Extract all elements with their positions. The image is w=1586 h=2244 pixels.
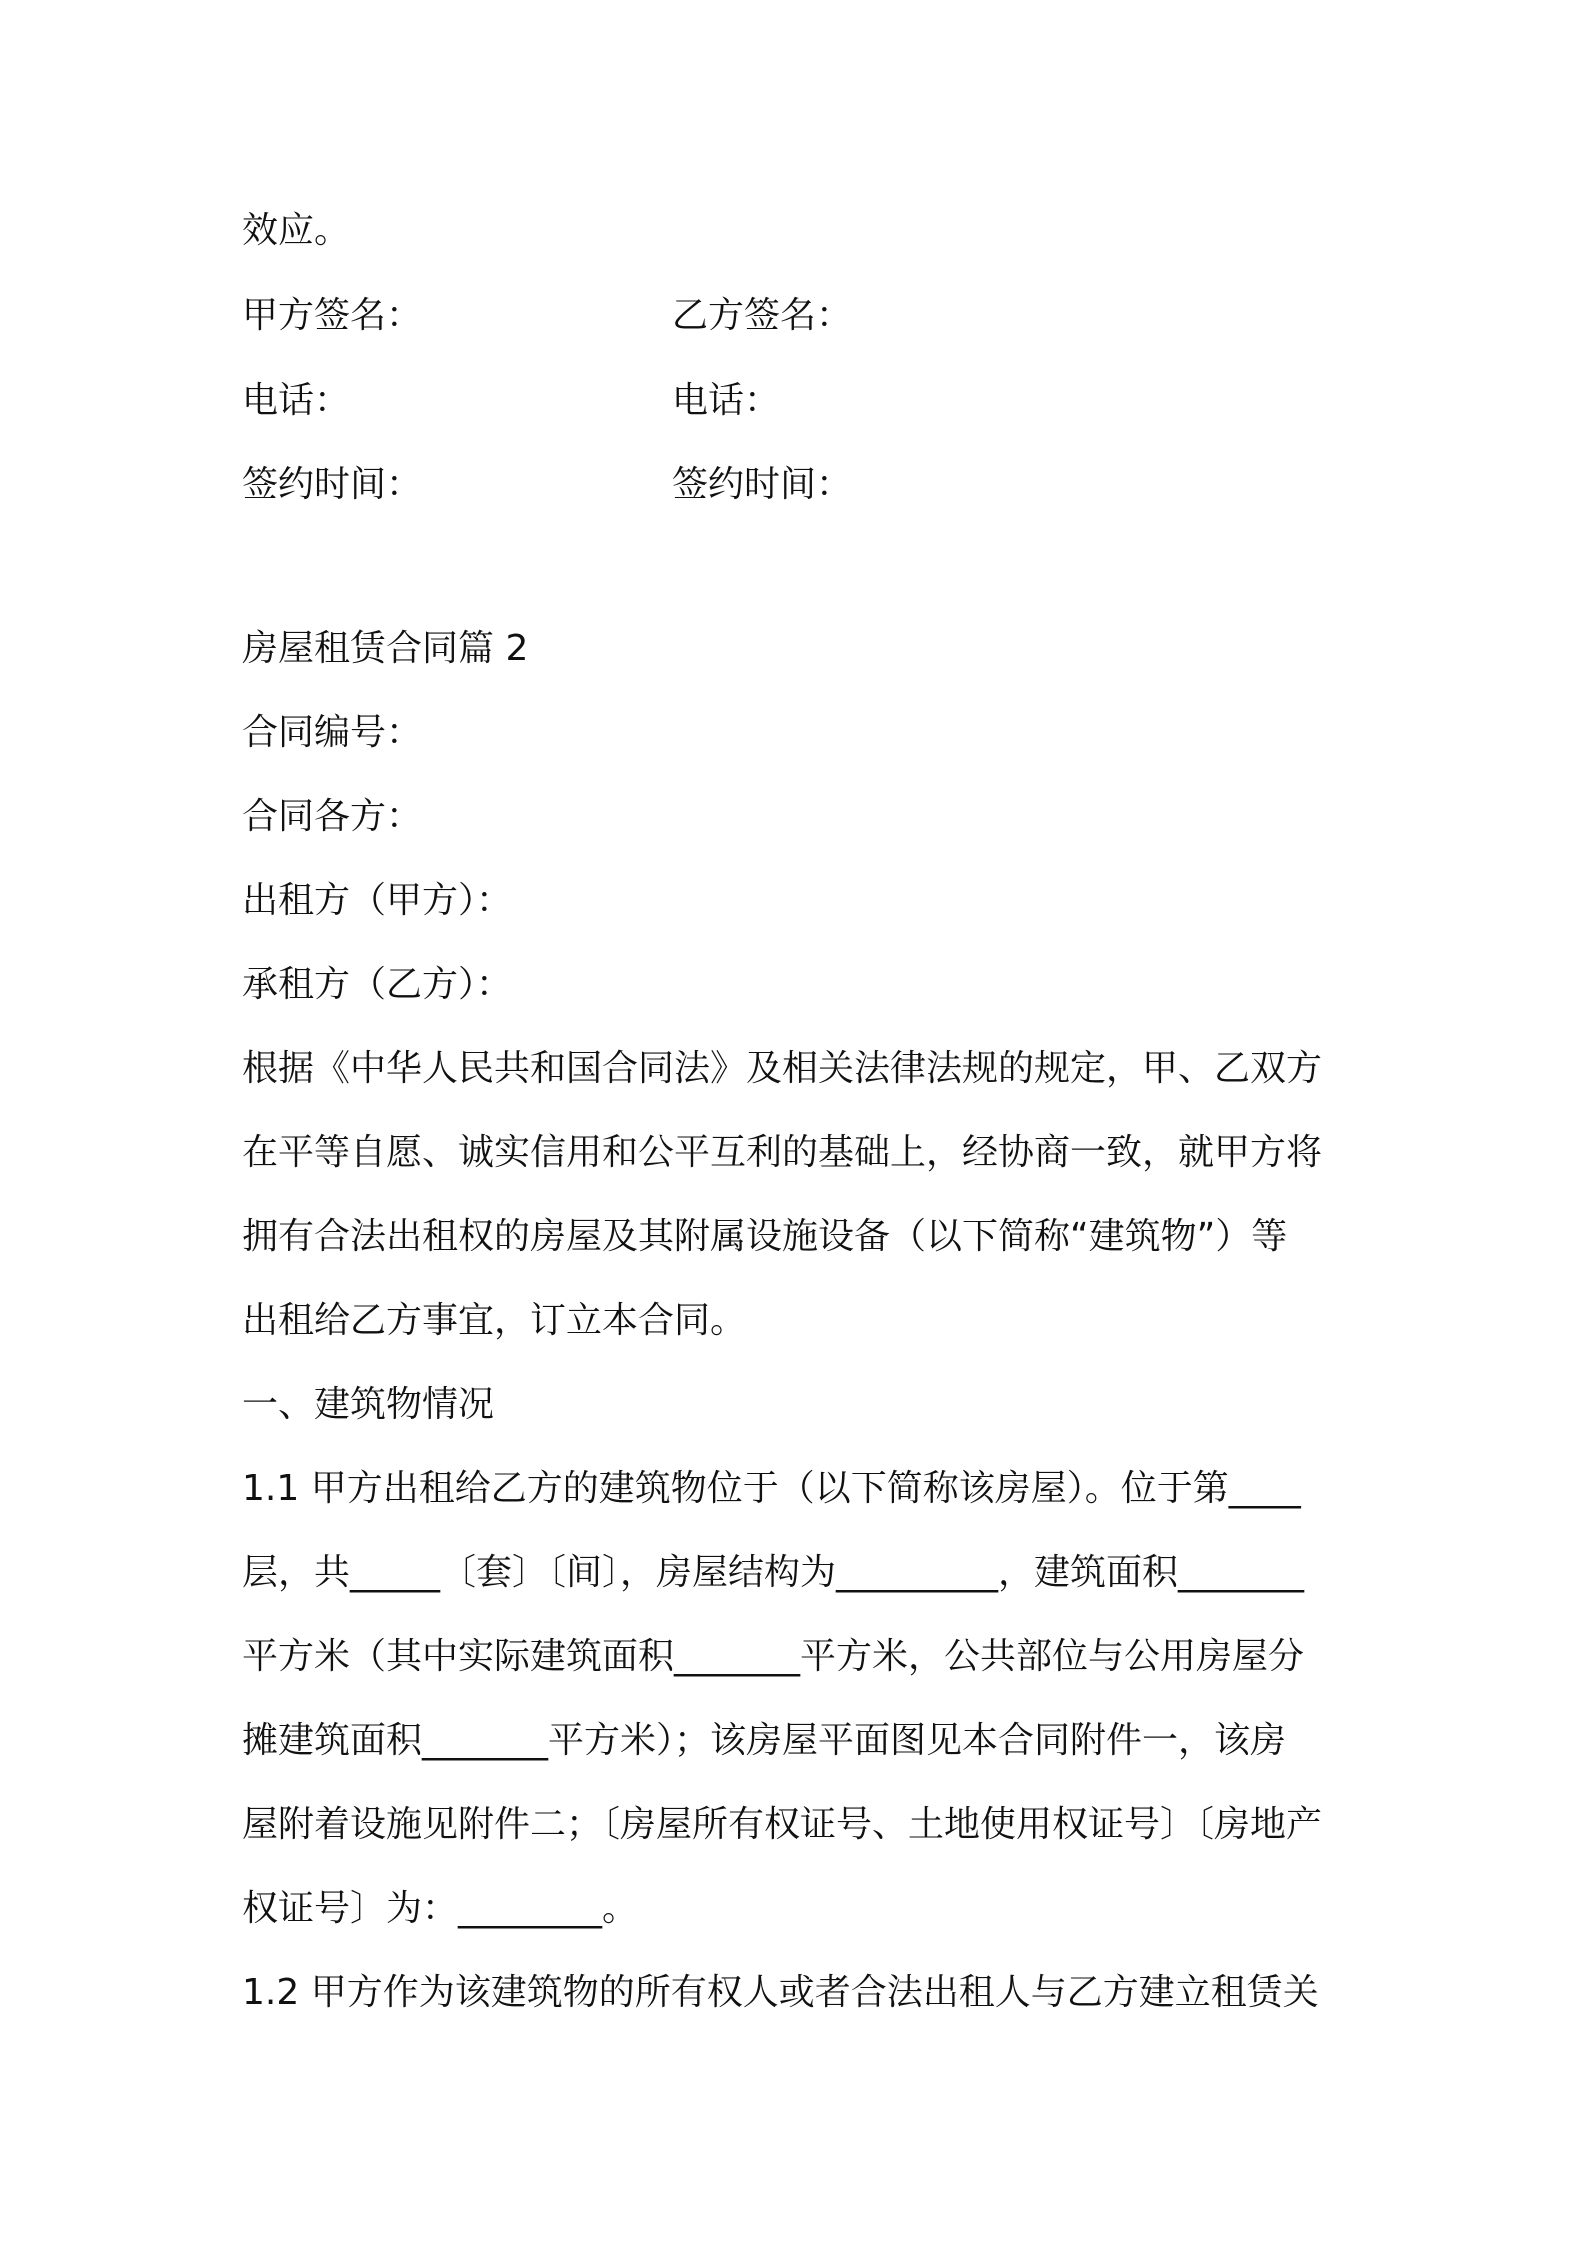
party-a-signature-label: 甲方签名： (242, 295, 423, 336)
intro-line: 根据《中华人民共和国合同法》及相关法律法规的规定，甲、乙双方 (242, 1048, 1323, 1089)
signature-row-name (242, 291, 1362, 341)
field-contract-number: 合同编号： (242, 712, 423, 753)
party-b-phone-label: 电话： (672, 380, 781, 421)
party-a-phone-label: 电话： (242, 380, 351, 421)
section-title: 房屋租赁合同篇 2 (242, 628, 529, 669)
clause-1-1-line: 层，共_____〔套〕〔间〕，房屋结构为_________，建筑面积_______ (242, 1552, 1305, 1593)
party-b-signature-label: 乙方签名： (672, 295, 853, 336)
text-fragment: 效应。 (242, 210, 351, 251)
clause-1-1-line: 摊建筑面积_______平方米）；该房屋平面图见本合同附件一，该房 (242, 1720, 1287, 1761)
intro-line: 在平等自愿、诚实信用和公平互利的基础上，经协商一致，就甲方将 (242, 1132, 1323, 1173)
field-contract-parties: 合同各方： (242, 796, 423, 837)
signature-row-date (242, 460, 1362, 510)
intro-line: 拥有合法出租权的房屋及其附属设施设备（以下简称“建筑物”）等 (242, 1216, 1288, 1257)
clause-1-1-line: 平方米（其中实际建筑面积_______平方米，公共部位与公用房屋分 (242, 1636, 1305, 1677)
intro-line: 出租给乙方事宜，订立本合同。 (242, 1300, 747, 1341)
clause-1-1-line: 权证号〕为：________。 (242, 1888, 639, 1929)
party-b-sign-date-label: 签约时间： (672, 464, 853, 505)
clause-1-1-line: 1.1 甲方出租给乙方的建筑物位于（以下简称该房屋）。位于第____ (242, 1468, 1301, 1509)
field-lessee: 承租方（乙方）： (242, 964, 513, 1005)
field-lessor: 出租方（甲方）： (242, 880, 513, 921)
clause-1-1-line: 屋附着设施见附件二；〔房屋所有权证号、土地使用权证号〕〔房地产 (242, 1804, 1323, 1845)
clause-1-2-line: 1.2 甲方作为该建筑物的所有权人或者合法出租人与乙方建立租赁关 (242, 1972, 1319, 2013)
heading-building-info: 一、建筑物情况 (242, 1384, 495, 1425)
party-a-sign-date-label: 签约时间： (242, 464, 423, 505)
signature-row-phone (242, 376, 1362, 426)
